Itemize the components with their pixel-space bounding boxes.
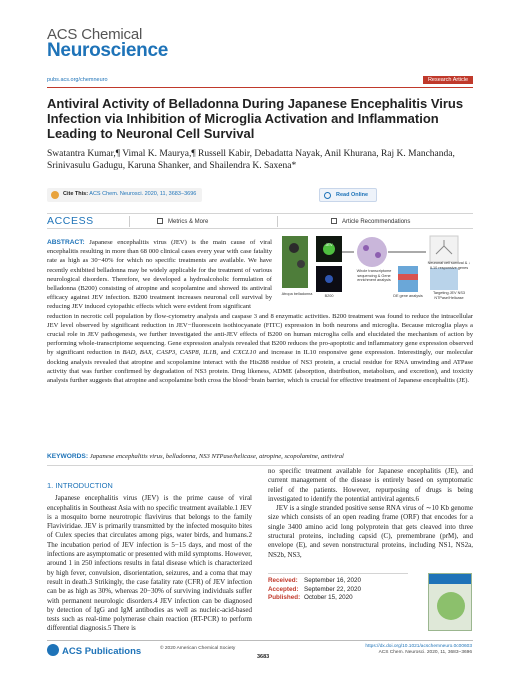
abstract-lead-text: Japanese encephalitis virus (JEV) is the main cause of viral encephalitis resulting in more than 68 000 clinical cases every year with case fatality rate as high as 30−40% for which no specific treatments are available. We have recently exhibited belladonna may be widely applicable for the treatment of various neurological disorders. Therefore, we developed a hydroalcoholic formulation of belladonna (B200) consisting of atropine and scopolamine and showed its antiviral efficacy against JEV infection. B200 treatment increases neuronal cell survival by reducing JEV induced cytopathic effects which were evident from significant (47, 239, 272, 311)
published-label: Published: (268, 594, 301, 602)
intro-paragraph-2: JEV is a single stranded positive sense RNA virus of ∼10 Kb genome size which consists of an open reading frame (ORF) that encodes for a single 3400 amino acid long polyprotein that gets cleaved into three structural proteins, including capsid (C), premembrane (prM), and envelope (E), and seven nonstructural proteins, including NS1, NS2a, NS2b, NS3, (268, 504, 473, 559)
toc-label-de-genes: DE gene analysis (393, 294, 423, 298)
cite-text: ACS Chem. Neurosci. 2020, 11, 3683−3696 (89, 191, 197, 197)
header-rule (47, 87, 473, 88)
toc-label-b200: B200 (324, 294, 334, 298)
footer-citation: ACS Chem. Neurosci. 2020, 11, 3683−3696 (378, 650, 472, 655)
journal-logo[interactable] (47, 27, 168, 60)
received-date: September 16, 2020 (304, 577, 362, 584)
publisher-name: ACS Publications (62, 646, 142, 657)
footer-rule (47, 640, 473, 641)
metrics-icon (157, 218, 163, 224)
intro-column-right (268, 467, 473, 560)
intro-paragraph-1: Japanese encephalitis virus (JEV) is the prime cause of viral encephalitis in Southeast Asia with no specific treatment available.1 JEV is a mosquito borne neurotropic flavivirus that belongs to the family Flaviviridae. JEV is primarily transmitted by the infected mosquito bites of Culex species that circulates among pigs, water birds, and humans.2 The incubation period of JEV infection is 5−15 days, and most of the infections are asymptomatic or presented with mild symptoms. However, around 1 in 250 infections results in fatal disease which is characterized by high fever, convulsion, disorientation, seizures, and a coma that may result in death.3 Strikingly, the case fatality rate (CFR) of JEV infection can be as high as 30%, whereas 20−30% of surviving individuals suffer with permanent neurologic disorders.4 JEV infection can be diagnosed by detection of IgG and IgM antibodies as well as nucleic-acid-based tests such as real-time polymerase chain reaction (RT-PCR) to perform differential diagnosis.5 There is (47, 494, 253, 633)
intro-paragraph-1-cont: no specific treatment available for Japanese encephalitis (JE), and current management of the disease is entirely based on symptomatic relief of the patients. However, repurposing of drugs is being investigated to identify the potential antiviral agents.6 (268, 467, 473, 503)
access-heading: ACCESS (47, 215, 94, 227)
read-online-button[interactable] (319, 188, 377, 202)
access-separator (129, 216, 130, 227)
accepted-date: September 22, 2020 (304, 585, 362, 593)
toc-label-sequencing: Whole transcriptome sequencing & Gene enrichment analysis (356, 269, 392, 282)
section-divider (47, 465, 473, 466)
toc-label-jev: JEV (325, 243, 333, 247)
article-title: Antiviral Activity of Belladonna During Japanese Encephalitis Virus Infection via Inhibition of Microglia Activation and Inflammation Leading to Neuronal Cell Survival (47, 96, 464, 141)
toc-label-neuronal: Neuronal cell survival & ↓ IL10 responsive genes (427, 261, 471, 270)
published-date: October 15, 2020 (304, 594, 353, 602)
abstract-lead (47, 238, 272, 312)
journal-logo-top: ACS Chemical (47, 26, 143, 43)
author-list: Swatantra Kumar,¶ Vimal K. Maurya,¶ Russell Kabir, Debadatta Nayak, Anil Khurana, Raj K. Manchanda, Srinivasulu Gadugu, Karuna Shanker, and Shailendra K. Saxena* (47, 149, 455, 171)
page-number: 3683 (257, 654, 270, 660)
metrics-tab[interactable] (157, 218, 208, 225)
article-dates (268, 573, 408, 603)
section-heading: 1. INTRODUCTION (47, 481, 113, 490)
access-separator (277, 216, 278, 227)
read-online-icon (324, 192, 331, 199)
keywords-text: Japanese encephalitis virus, belladonna, NS3 NTPase/helicase, atropine, scopolamine, antiviral (89, 453, 344, 460)
abstract-text-part1: reduction in necrotic cell population by flow-cytometry analysis and caspase 3 and 8 enzymatic activities. B200 treatment was found to reduce the intracellular JEV level observed by significant reduction in JEV−fluorescein isothiocyanate (FITC) expression in both neurons and microglia. Because microglia plays a crucial role in JEV pathogenesis, we further investigated the anti-JEV effects of B200 on human microglia cells and elucidated the mechanism of action by performing whole-transcriptome sequencing. Gene expression analysis revealed that B200 reduces the pro-apoptotic and inflammatory gene expression observed by significant reduction in (47, 312, 473, 357)
toc-label-belladonna: Atropa belladonna (281, 292, 313, 296)
copyright-notice: © 2020 American Chemical Society (160, 646, 236, 651)
abstract-continuation (47, 312, 473, 386)
journal-cover-thumbnail[interactable] (428, 573, 472, 631)
journal-logo-bottom: Neuroscience (47, 40, 169, 61)
intro-column-left (47, 481, 252, 634)
acs-publications-logo[interactable] (47, 644, 141, 657)
article-type-badge: Research Article (423, 76, 473, 84)
acs-logo-icon (47, 644, 59, 656)
cover-band (429, 574, 471, 584)
cite-this-box[interactable] (47, 188, 202, 202)
abstract-gene-last: CXCL10 (233, 349, 257, 357)
cite-bar (47, 188, 473, 204)
doi-link[interactable]: https://dx.doi.org/10.1021/acschemneuro.0c00603 (365, 644, 472, 649)
keywords-label: KEYWORDS: (47, 453, 89, 460)
cover-art (437, 592, 465, 620)
abstract-text-part2: and increase in IL10 responsive gene expression. Interestingly, our molecular docking analysis revealed that atropine and scopolamine interact with the His288 residue of NS3 protein, a crucial residue for RNA unwinding and ATPase activity that was further confirmed by degradation of NS3 protein. Drug likeness, ADME (absorption, distribution, metabolism, and excretion), and toxicity analysis further suggests that atropine and scopolamine both cross the blood−brain barrier, which is crucial for effective treatment of Japanese encephalitis (JE). (47, 349, 473, 385)
journal-url-link[interactable]: pubs.acs.org/chemneuro (47, 77, 108, 83)
access-bar (47, 213, 473, 229)
recommendations-label: Article Recommendations (342, 219, 411, 225)
read-online-label: Read Online (336, 192, 369, 198)
journal-topbar (47, 77, 473, 86)
metrics-label: Metrics & More (168, 219, 209, 225)
recommendations-tab[interactable] (331, 218, 410, 225)
abstract-gene-list: BAD, BAX, CASP3, CASP8, IL1B, (122, 349, 218, 357)
recommendations-icon (331, 218, 337, 224)
accepted-label: Accepted: (268, 585, 299, 593)
toc-label-ns3: Targeting JEV NS3 NTPase/Helicase (432, 291, 466, 300)
cite-icon (51, 191, 59, 199)
doi-info (365, 644, 472, 656)
keywords (47, 452, 473, 461)
abstract (47, 238, 473, 385)
cite-label: Cite This: (63, 191, 89, 197)
received-label: Received: (268, 577, 298, 584)
abstract-label: ABSTRACT: (47, 239, 85, 246)
abstract-and: and (220, 349, 231, 357)
